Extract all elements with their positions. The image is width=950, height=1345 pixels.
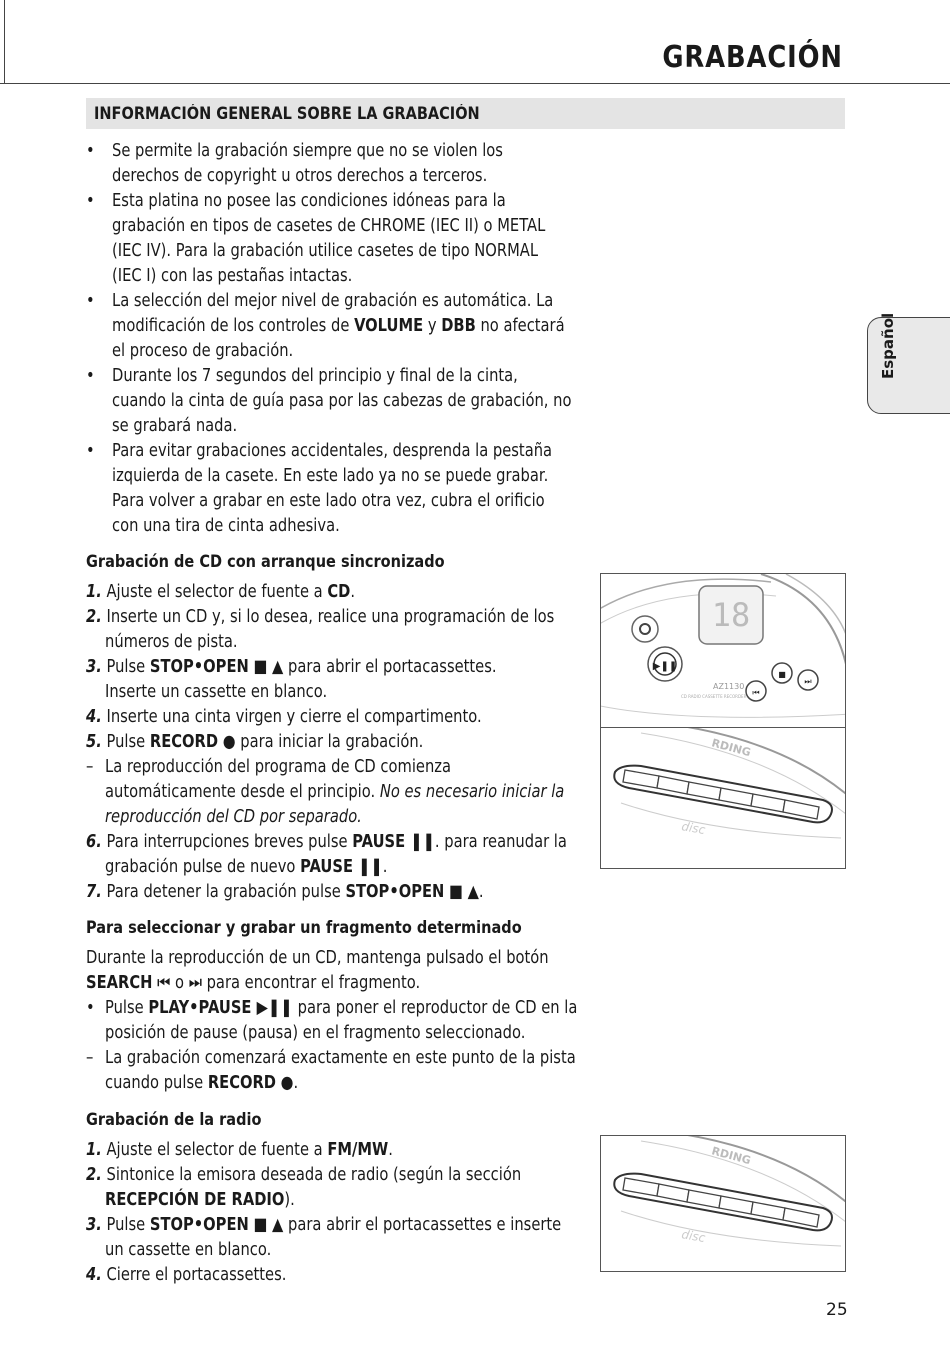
radio-step-3-cont: un cassette en blanco. (105, 1240, 272, 1260)
bullet-mark: • (86, 191, 95, 211)
general-line: (IEC IV). Para la grabación utilice casetes de tipo NORMAL (112, 241, 539, 261)
button-name-play-pause: PLAY•PAUSE (148, 998, 252, 1018)
deck-label: RDING (710, 1144, 753, 1168)
button-name: RECORD (149, 732, 219, 752)
general-line: Para volver a grabar en este lado otra vez, cubra el orificio (112, 491, 545, 511)
step-number: 3. (86, 1215, 102, 1235)
general-line-controls (112, 316, 565, 336)
step-1 (86, 582, 355, 602)
radio-step-3 (86, 1215, 561, 1235)
step-3-cont: Inserte un cassette en blanco. (105, 682, 328, 702)
header-rule (0, 83, 950, 84)
cassette-deck-drawing (601, 728, 845, 868)
record-icon: ● (218, 732, 241, 752)
stop-icon: ■ (778, 670, 786, 679)
deck-label: RDING (710, 736, 753, 760)
fragment-bullet (105, 998, 577, 1018)
step-number: 2. (86, 607, 102, 627)
text-fragment: Ajuste el selector de fuente a (106, 582, 328, 602)
text-fragment: para encontrar el fragmento. (206, 973, 421, 993)
step-number: 1. (86, 582, 102, 602)
next-icon: ⏭ (804, 677, 812, 686)
text-fragment: Inserte un CD y, si lo desea, realice una programación de los (106, 607, 555, 627)
general-line: se grabará nada. (112, 416, 238, 436)
brand-text: CD RADIO CASSETTE RECORDER (681, 694, 747, 699)
general-line: grabación en tipos de casetes de CHROME (IEC II) o METAL (112, 216, 546, 236)
text-fragment: grabación pulse de nuevo (105, 857, 301, 877)
general-line: Se permite la grabación siempre que no se violen los (112, 141, 503, 161)
text-fragment: o (175, 973, 185, 993)
previous-icon: ⏮ (752, 688, 760, 697)
text-fragment: Pulse (106, 1215, 150, 1235)
italic-note: reproducción del CD por separado. (105, 807, 362, 827)
cassette-deck-illustration-2 (600, 1135, 846, 1272)
text-fragment: . (293, 1073, 299, 1093)
general-line: Durante los 7 segundos del principio y final de la cinta, (112, 366, 518, 386)
step-number: 4. (86, 707, 102, 727)
cd-panel-illustration (600, 573, 846, 742)
step-2-cont: números de pista. (105, 632, 238, 652)
text-fragment: Cierre el portacassettes. (106, 1265, 287, 1285)
fragment-note-cont (105, 1073, 298, 1093)
text-fragment: . (382, 857, 388, 877)
fragment-note: La grabación comenzará exactamente en este punto de la pista (105, 1048, 576, 1068)
note-line (105, 782, 564, 802)
step-number: 4. (86, 1265, 102, 1285)
general-line: izquierda de la casete. En este lado ya no se puede grabar. (112, 466, 549, 486)
step-number: 7. (86, 882, 102, 902)
text-fragment: Inserte una cinta virgen y cierre el compartimento. (106, 707, 482, 727)
dash-mark: – (86, 757, 94, 777)
stop-eject-icon: ■ ▲ (444, 882, 479, 902)
text-fragment: para iniciar la grabación. (240, 732, 424, 752)
button-name: STOP•OPEN (149, 1215, 249, 1235)
text-fragment: . (350, 582, 356, 602)
previous-icon: ⏮ (152, 973, 176, 993)
button-name-dbb: DBB (441, 316, 476, 336)
subheading-radio: Grabación de la radio (86, 1110, 262, 1129)
general-line: Esta platina no posee las condiciones idóneas para la (112, 191, 506, 211)
fragment-intro: Durante la reproducción de un CD, mantenga pulsado el botón (86, 948, 549, 968)
text-fragment: Pulse (105, 998, 149, 1018)
cassette-deck-drawing (601, 1136, 845, 1271)
step-7 (86, 882, 484, 902)
text-fragment: . (388, 1140, 393, 1160)
radio-step-2 (86, 1165, 521, 1185)
fragment-intro-cont (86, 973, 420, 993)
fragment-bullet-cont: posición de pause (pausa) en el fragmento seleccionado. (105, 1023, 526, 1043)
radio-step-1 (86, 1140, 393, 1160)
text-fragment: para abrir el portacassettes. (288, 657, 497, 677)
header-left-rule (4, 0, 5, 84)
pause-icon: ❚❚ (352, 857, 383, 877)
source-name: FM/MW (327, 1140, 389, 1160)
text-fragment: cuando pulse (105, 1073, 208, 1093)
general-line: derechos de copyright u otros derechos a terceros. (112, 166, 488, 186)
bullet-mark: • (86, 366, 95, 386)
page-number: 25 (826, 1300, 848, 1320)
pause-icon: ❚❚ (405, 832, 435, 852)
section-heading-bar (86, 98, 845, 129)
stop-eject-icon: ■ ▲ (248, 657, 289, 677)
text-fragment: para poner el reproductor de CD en la (297, 998, 578, 1018)
bullet-mark: • (86, 441, 95, 461)
step-number: 5. (86, 732, 102, 752)
stop-eject-icon: ■ ▲ (248, 1215, 289, 1235)
button-name: STOP•OPEN (149, 657, 249, 677)
text-fragment: Ajuste el selector de fuente a (106, 1140, 328, 1160)
text-fragment: no afectará (475, 316, 565, 336)
step-number: 1. (86, 1140, 102, 1160)
step-4 (86, 707, 482, 727)
button-name-search: SEARCH (86, 973, 153, 993)
text-fragment: . para reanudar la (434, 832, 567, 852)
play-pause-icon: ▶❚❚ (251, 998, 298, 1018)
cd-panel-drawing (601, 574, 845, 741)
next-icon: ⏭ (184, 973, 207, 993)
step-number: 3. (86, 657, 102, 677)
subheading-fragment: Para seleccionar y grabar un fragmento determinado (86, 918, 522, 937)
button-name: RECORD (207, 1073, 277, 1093)
disc-logo: disc (680, 819, 707, 838)
general-line: (IEC I) con las pestañas intactas. (112, 266, 353, 286)
text-fragment: modificación de los controles de (112, 316, 355, 336)
play-pause-icon: ▶❚❚ (652, 661, 678, 672)
bullet-mark: • (86, 141, 95, 161)
cassette-deck-illustration-1 (600, 727, 846, 869)
disc-logo: disc (680, 1227, 707, 1246)
dash-mark: – (86, 1048, 94, 1068)
record-icon: ● (276, 1073, 294, 1093)
text-fragment: Pulse (106, 657, 150, 677)
step-number: 6. (86, 832, 102, 852)
bullet-mark: • (86, 291, 95, 311)
language-tab-label: Español (879, 312, 897, 379)
radio-step-4 (86, 1265, 286, 1285)
step-6-cont (105, 857, 387, 877)
text-fragment: automáticamente desde el principio. (105, 782, 380, 802)
general-line: La selección del mejor nivel de grabación es automática. La (112, 291, 554, 311)
text-fragment: Pulse (106, 732, 150, 752)
text-fragment: Para detener la grabación pulse (106, 882, 346, 902)
button-name: PAUSE (300, 857, 353, 877)
model-label: AZ1130 (713, 682, 745, 691)
general-line: Para evitar grabaciones accidentales, desprenda la pestaña (112, 441, 553, 461)
step-3 (86, 657, 497, 677)
step-2 (86, 607, 554, 627)
text-fragment: ). (284, 1190, 295, 1210)
section-heading: INFORMACIÓN GENERAL SOBRE LA GRABACIÓN (94, 104, 480, 123)
subheading-cd-sync: Grabación de CD con arranque sincronizado (86, 552, 445, 571)
step-5 (86, 732, 423, 752)
step-number: 2. (86, 1165, 102, 1185)
cd-display-digits: 18 (711, 596, 751, 634)
note-line: La reproducción del programa de CD comienza (105, 757, 452, 777)
step-6 (86, 832, 567, 852)
text-fragment: . (478, 882, 484, 902)
general-line: cuando la cinta de guía pasa por las cabezas de grabación, no (112, 391, 572, 411)
bullet-mark: • (86, 998, 95, 1018)
button-name: STOP•OPEN (345, 882, 445, 902)
text-fragment: para abrir el portacassettes e inserte (288, 1215, 562, 1235)
section-reference: RECEPCIÓN DE RADIO (105, 1190, 285, 1210)
general-line: el proceso de grabación. (112, 341, 294, 361)
page-title: GRABACIÓN (662, 40, 843, 75)
text-fragment: y (423, 316, 442, 336)
button-name: PAUSE (352, 832, 406, 852)
italic-note: No es necesario iniciar la (379, 782, 565, 802)
text-fragment: Sintonice la emisora deseada de radio (según la sección (106, 1165, 522, 1185)
general-line: con una tira de cinta adhesiva. (112, 516, 340, 536)
source-name: CD (327, 582, 351, 602)
button-name-volume: VOLUME (354, 316, 424, 336)
text-fragment: Para interrupciones breves pulse (106, 832, 353, 852)
radio-step-2-cont (105, 1190, 295, 1210)
